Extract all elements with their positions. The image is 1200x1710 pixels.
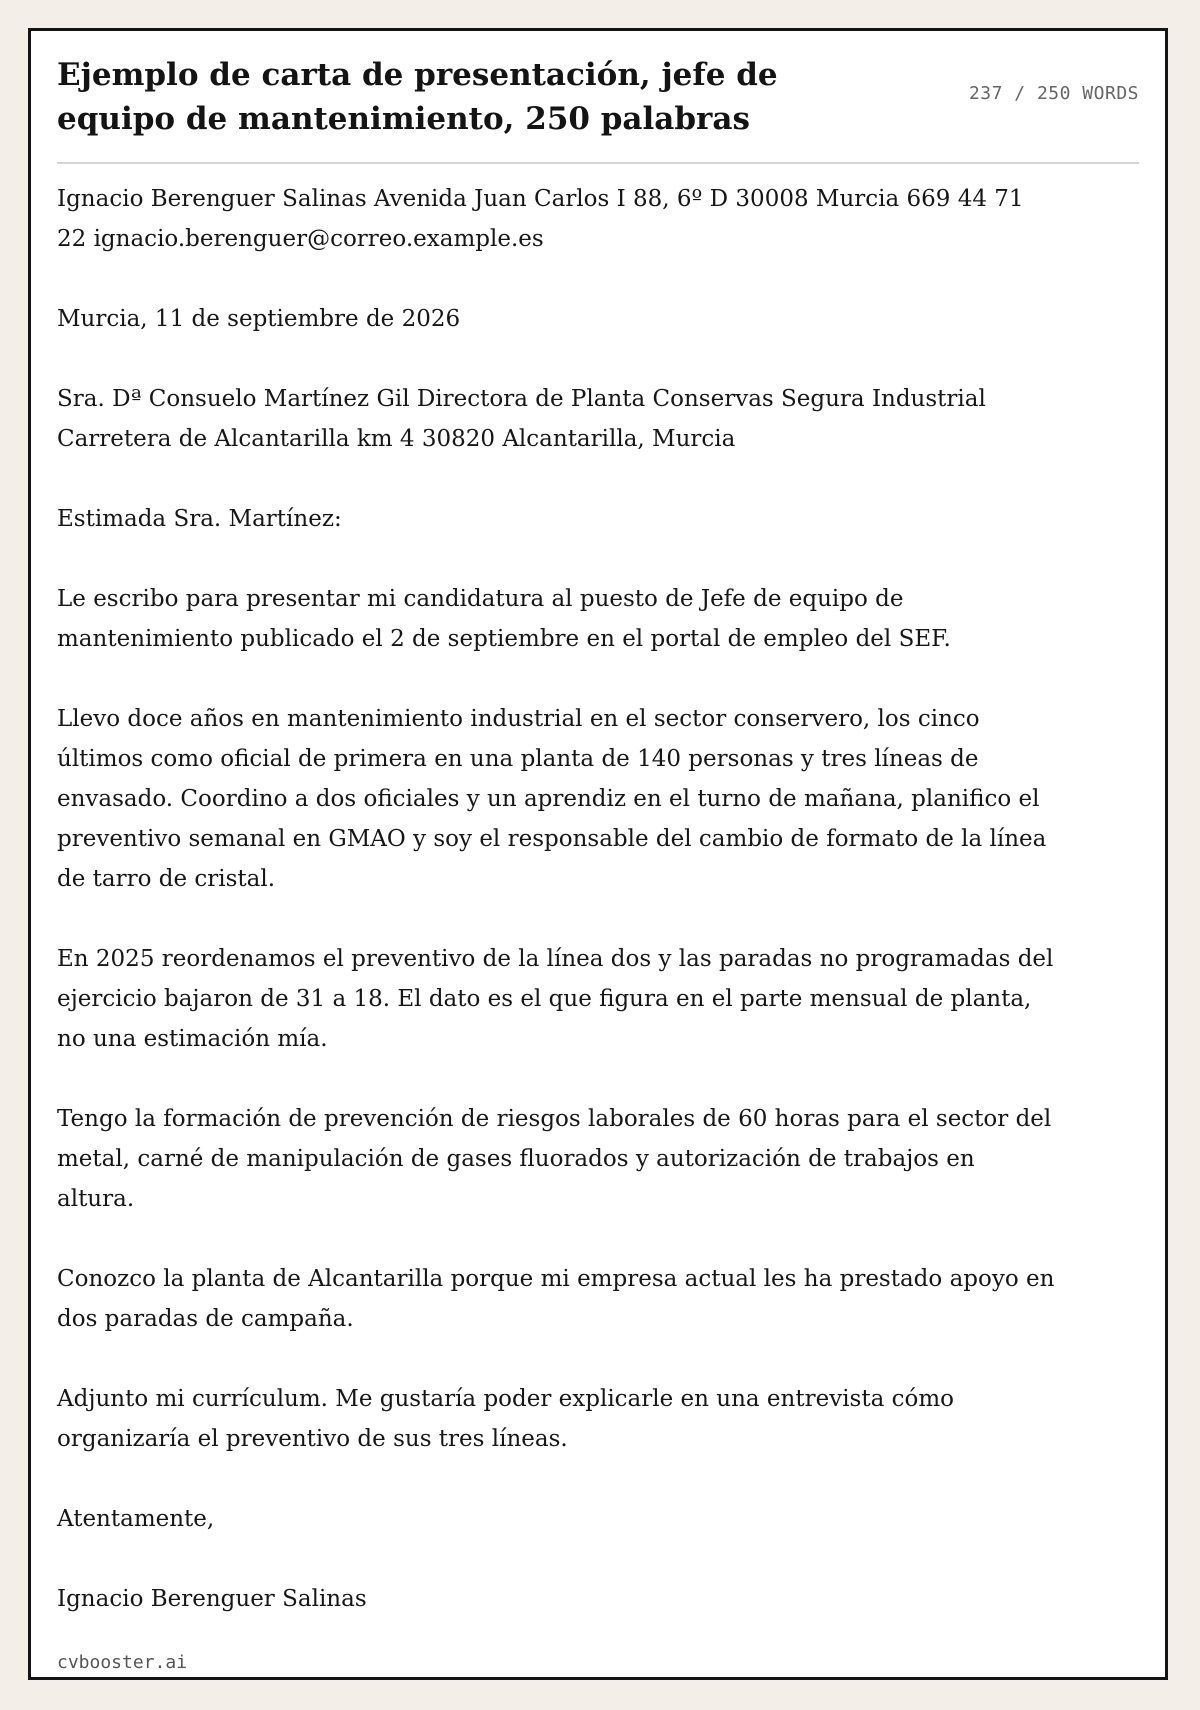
- body-paragraph-closing: Adjunto mi currículum. Me gustaría poder explicarle en una entrevista cómo organizaría el preventivo de sus tres líneas.: [57, 1386, 954, 1452]
- valediction: Atentamente,: [57, 1506, 215, 1532]
- header-divider: [57, 162, 1139, 164]
- body-paragraph-intro: Le escribo para presentar mi candidatura al puesto de Jefe de equipo de mantenimiento publicado el 2 de septiembre en el portal de empleo del SEF.: [57, 586, 951, 652]
- body-paragraph-experience: Llevo doce años en mantenimiento industrial en el sector conservero, los cinco últimos como oficial de primera en una planta de 140 personas y tres líneas de envasado. Coordino a dos oficiales y un aprendiz en el turno de mañana, planifico el preventivo semanal en GMAO y soy el responsable del cambio de formato de la línea de tarro de cristal.: [57, 706, 1047, 892]
- page-title: Ejemplo de carta de presentación, jefe de equipo de mantenimiento, 250 palabras: [57, 57, 778, 137]
- signature-name: Ignacio Berenguer Salinas: [57, 1586, 367, 1612]
- body-paragraph-achievement: En 2025 reordenamos el preventivo de la línea dos y las paradas no programadas del ejercicio bajaron de 31 a 18. El dato es el que figura en el parte mensual de planta, no una estimación mía.: [57, 946, 1054, 1052]
- sender-address: Ignacio Berenguer Salinas Avenida Juan Carlos I 88, 6º D 30008 Murcia 669 44 71 22 ignacio.berenguer@correo.example.es: [57, 186, 1024, 252]
- letter-card: [28, 28, 1168, 1680]
- body-paragraph-knowledge: Conozco la planta de Alcantarilla porque mi empresa actual les ha prestado apoyo en dos paradas de campaña.: [57, 1266, 1055, 1332]
- body-paragraph-training: Tengo la formación de prevención de riesgos laborales de 60 horas para el sector del metal, carné de manipulación de gases fluorados y autorización de trabajos en altura.: [57, 1106, 1052, 1212]
- letter-date: Murcia, 11 de septiembre de 2026: [57, 306, 461, 332]
- footer-brand: cvbooster.ai: [57, 1652, 188, 1673]
- salutation: Estimada Sra. Martínez:: [57, 506, 342, 532]
- word-count-badge: 237 / 250 WORDS: [968, 83, 1139, 104]
- letter-body: [57, 179, 1057, 1659]
- recipient-address: Sra. Dª Consuelo Martínez Gil Directora de Planta Conservas Segura Industrial Carretera de Alcantarilla km 4 30820 Alcantarilla, Murcia: [57, 386, 986, 452]
- letter-header: [57, 53, 1139, 163]
